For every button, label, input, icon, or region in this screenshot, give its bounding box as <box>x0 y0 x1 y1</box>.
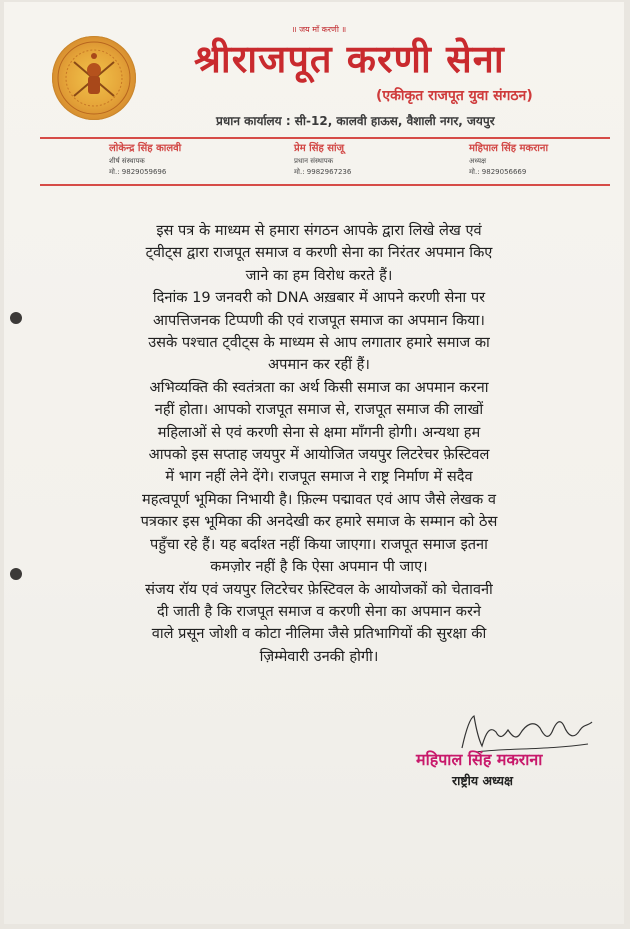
letter-line: पत्रकार इस भूमिका की अनदेखी कर हमारे समाज के सम्मान को ठेस <box>140 513 498 531</box>
letter-line: ट्वीट्स द्वारा राजपूत समाज व करणी सेना का निरंतर अपमान किए <box>145 244 493 262</box>
letter-line: उसके पश्चात ट्वीट्स के माध्यम से आप लगातार हमारे समाज का <box>148 334 490 352</box>
karni-sena-emblem-icon <box>52 36 136 120</box>
invocation-line: ॥ जय माँ करणी ॥ <box>291 25 347 34</box>
letter-line: महिलाओं से एवं करणी सेना से क्षमा माँगनी होगी। अन्यथा हम <box>157 423 481 441</box>
office-bearer-post: अध्यक्ष <box>469 157 487 165</box>
office-address: प्रधान कार्यालय : सी-12, कालवी हाऊस, वैशाली नगर, जयपुर <box>216 114 495 128</box>
letter-line: दी जाती है कि राजपूत समाज व करणी सेना का अपमान करने <box>156 602 482 620</box>
office-bearer <box>109 140 259 177</box>
header-divider <box>40 137 610 139</box>
letter-line: नहीं होता। आपको राजपूत समाज से, राजपूत समाज की लाखों <box>154 401 484 419</box>
letter-line: ज़िम्मेवारी उनकी होगी। <box>259 647 379 665</box>
signatory-title: राष्ट्रीय अध्यक्ष <box>452 773 513 788</box>
letter-line: वाले प्रसून जोशी व कोटा नीलिमा जैसे प्रतिभागियों की सुरक्षा की <box>151 625 487 643</box>
letter-line: आपको इस सप्ताह जयपुर में आयोजित जयपुर लिटरेचर फ़ेस्टिवल <box>148 446 490 464</box>
letter-line: इस पत्र के माध्यम से हमारा संगठन आपके द्वारा लिखे लेख एवं <box>156 222 482 239</box>
letter-line: में भाग नहीं लेने देंगे। राजपूत समाज ने राष्ट्र निर्माण में सदैव <box>165 468 473 486</box>
header-divider <box>40 184 610 186</box>
office-bearer-phone: मो.: 9829056669 <box>469 168 527 176</box>
office-bearer-post: शीर्ष संस्थापक <box>109 157 145 165</box>
letter-line: आपत्तिजनक टिप्पणी की एवं राजपूत समाज का अपमान किया। <box>153 311 485 329</box>
punch-hole <box>10 312 22 324</box>
office-bearer <box>294 140 444 177</box>
letter-line: संजय रॉय एवं जयपुर लिटरेचर फ़ेस्टिवल के आयोजकों को चेतावनी <box>145 580 493 598</box>
organization-subtitle: (एकीकृत राजपूत युवा संगठन) <box>376 88 533 104</box>
letter-line: महत्वपूर्ण भूमिका निभायी है। फ़िल्म पद्मावत एवं आप जैसे लेखक व <box>142 490 496 508</box>
letter-body <box>84 220 554 668</box>
letter-line: कमज़ोर नहीं है कि ऐसा अपमान पी जाए। <box>210 558 428 576</box>
letter-line: अपमान कर रहीं हैं। <box>268 356 370 374</box>
signatory-name: महिपाल सिंह मकराना <box>416 750 543 769</box>
office-bearer-phone: मो.: 9982967236 <box>294 168 352 176</box>
office-bearer <box>469 140 619 177</box>
letter-line: अभिव्यक्ति की स्वतंत्रता का अर्थ किसी समाज का अपमान करना <box>149 378 489 396</box>
letter-line: दिनांक 19 जनवरी को DNA अख़बार में आपने करणी सेना पर <box>152 289 486 307</box>
punch-hole <box>10 568 22 580</box>
office-bearer-name: प्रेम सिंह सांजू <box>294 143 345 154</box>
letter-line: जाने का हम विरोध करते हैं। <box>245 266 393 284</box>
letter-paper <box>4 2 624 924</box>
office-bearer-post: प्रधान संस्थापक <box>294 157 334 165</box>
office-bearer-name: महिपाल सिंह मकराना <box>469 143 549 154</box>
organization-title: श्रीराजपूत करणी सेना <box>194 36 505 81</box>
office-bearer-phone: मो.: 9829059696 <box>109 168 167 176</box>
office-bearer-name: लोकेन्द्र सिंह कालवी <box>109 143 182 154</box>
letter-line: पहुँचा रहे हैं। यह बर्दाश्त नहीं किया जाएगा। राजपूत समाज इतना <box>150 535 488 553</box>
